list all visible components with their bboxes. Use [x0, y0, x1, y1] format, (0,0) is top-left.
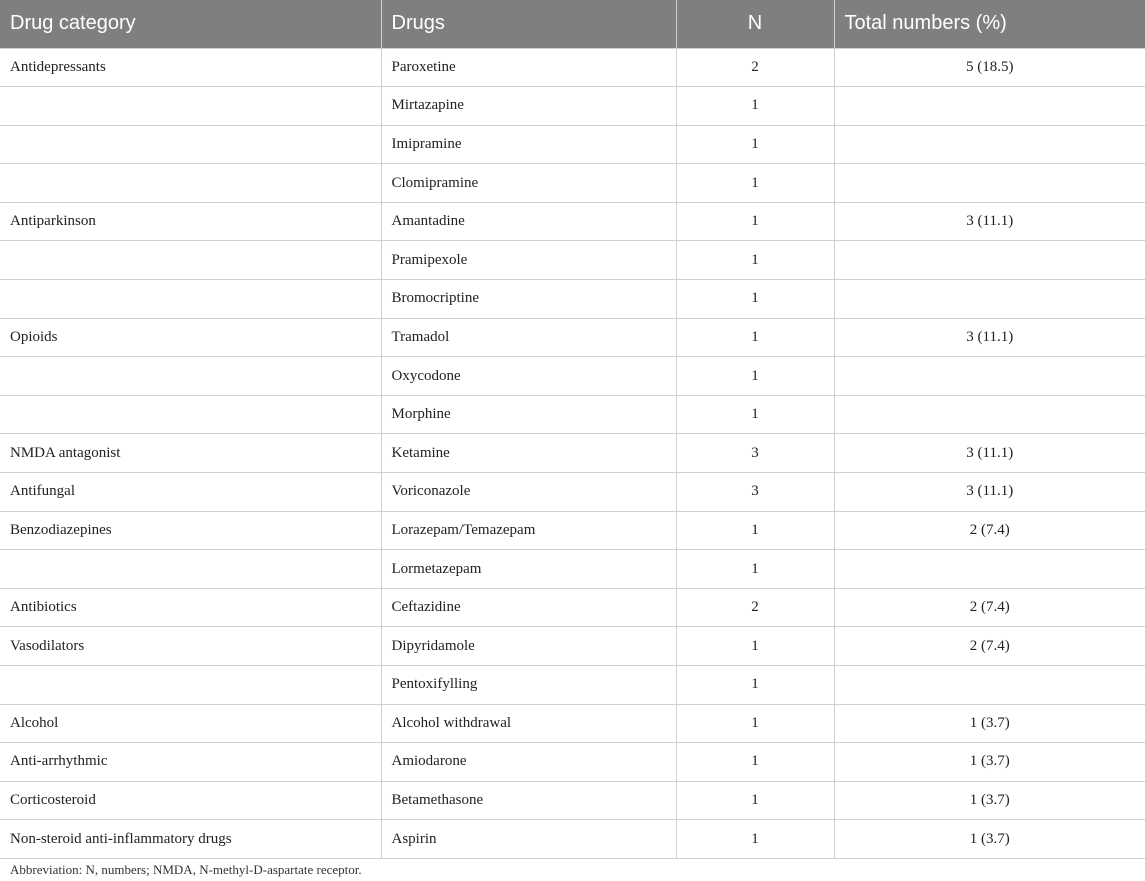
cell-drug: Oxycodone — [381, 357, 676, 396]
cell-total-numbers: 1 (3.7) — [834, 781, 1145, 820]
table-row — [0, 511, 1145, 550]
table-row — [0, 357, 1145, 396]
cell-n: 1 — [676, 280, 834, 319]
cell-total-numbers — [834, 164, 1145, 203]
cell-total-numbers — [834, 550, 1145, 589]
cell-total-numbers: 3 (11.1) — [834, 434, 1145, 473]
cell-drug-category — [0, 357, 381, 396]
table-row — [0, 434, 1145, 473]
cell-drug: Dipyridamole — [381, 627, 676, 666]
cell-drug: Paroxetine — [381, 48, 676, 87]
cell-drug-category — [0, 241, 381, 280]
cell-total-numbers — [834, 125, 1145, 164]
cell-n: 1 — [676, 164, 834, 203]
cell-total-numbers: 5 (18.5) — [834, 48, 1145, 87]
cell-drug: Mirtazapine — [381, 87, 676, 126]
cell-n: 1 — [676, 357, 834, 396]
table-row — [0, 202, 1145, 241]
header-total-numbers: Total numbers (%) — [844, 12, 1007, 35]
table-row — [0, 550, 1145, 589]
cell-total-numbers: 1 (3.7) — [834, 743, 1145, 782]
cell-total-numbers — [834, 241, 1145, 280]
table-row — [0, 241, 1145, 280]
cell-total-numbers — [834, 280, 1145, 319]
cell-total-numbers: 1 (3.7) — [834, 704, 1145, 743]
table-row — [0, 743, 1145, 782]
cell-n: 1 — [676, 781, 834, 820]
cell-total-numbers: 2 (7.4) — [834, 511, 1145, 550]
table-row — [0, 395, 1145, 434]
cell-total-numbers — [834, 87, 1145, 126]
cell-n: 1 — [676, 550, 834, 589]
cell-total-numbers: 1 (3.7) — [834, 820, 1145, 859]
cell-n: 1 — [676, 202, 834, 241]
cell-total-numbers — [834, 666, 1145, 705]
cell-n: 2 — [676, 48, 834, 87]
cell-n: 1 — [676, 820, 834, 859]
cell-n: 3 — [676, 473, 834, 512]
table-row — [0, 125, 1145, 164]
cell-drug-category: Corticosteroid — [0, 781, 381, 820]
cell-n: 1 — [676, 627, 834, 666]
cell-drug: Lorazepam/Temazepam — [381, 511, 676, 550]
cell-drug: Aspirin — [381, 820, 676, 859]
cell-total-numbers — [834, 357, 1145, 396]
cell-drug-category: Benzodiazepines — [0, 511, 381, 550]
cell-drug-category: Opioids — [0, 318, 381, 357]
cell-n: 1 — [676, 743, 834, 782]
cell-drug: Clomipramine — [381, 164, 676, 203]
cell-drug-category: Anti-arrhythmic — [0, 743, 381, 782]
cell-n: 1 — [676, 241, 834, 280]
cell-drug-category — [0, 125, 381, 164]
table-row — [0, 48, 1145, 87]
cell-n: 2 — [676, 588, 834, 627]
cell-drug: Pentoxifylling — [381, 666, 676, 705]
cell-drug: Tramadol — [381, 318, 676, 357]
cell-n: 1 — [676, 87, 834, 126]
cell-n: 3 — [676, 434, 834, 473]
cell-drug-category: Antiparkinson — [0, 202, 381, 241]
cell-drug: Morphine — [381, 395, 676, 434]
table-row — [0, 87, 1145, 126]
table-row — [0, 627, 1145, 666]
table-row — [0, 781, 1145, 820]
table-row — [0, 318, 1145, 357]
cell-drug: Alcohol withdrawal — [381, 704, 676, 743]
table-body — [0, 48, 1145, 858]
cell-total-numbers — [834, 395, 1145, 434]
cell-drug-category: Antibiotics — [0, 588, 381, 627]
table-row — [0, 588, 1145, 627]
cell-drug: Ketamine — [381, 434, 676, 473]
cell-drug: Imipramine — [381, 125, 676, 164]
cell-drug-category: Alcohol — [0, 704, 381, 743]
table-row — [0, 473, 1145, 512]
cell-total-numbers: 3 (11.1) — [834, 473, 1145, 512]
cell-drug-category: Non-steroid anti-inflammatory drugs — [0, 820, 381, 859]
table-row — [0, 820, 1145, 859]
cell-drug-category: Antifungal — [0, 473, 381, 512]
cell-drug: Betamethasone — [381, 781, 676, 820]
table-row — [0, 164, 1145, 203]
cell-drug: Amiodarone — [381, 743, 676, 782]
cell-drug: Bromocriptine — [381, 280, 676, 319]
table-row — [0, 704, 1145, 743]
header-drug-category: Drug category — [0, 0, 381, 48]
cell-total-numbers: 2 (7.4) — [834, 627, 1145, 666]
cell-drug: Ceftazidine — [381, 588, 676, 627]
cell-drug: Pramipexole — [381, 241, 676, 280]
table-row — [0, 280, 1145, 319]
cell-drug-category: Vasodilators — [0, 627, 381, 666]
cell-drug-category: Antidepressants — [0, 48, 381, 87]
cell-n: 1 — [676, 318, 834, 357]
header-row — [0, 0, 1145, 48]
cell-n: 1 — [676, 666, 834, 705]
cell-n: 1 — [676, 395, 834, 434]
cell-n: 1 — [676, 704, 834, 743]
cell-total-numbers: 3 (11.1) — [834, 318, 1145, 357]
cell-n: 1 — [676, 125, 834, 164]
cell-total-numbers: 2 (7.4) — [834, 588, 1145, 627]
table-footnote: Abbreviation: N, numbers; NMDA, N-methyl-D-aspartate receptor. — [10, 862, 362, 877]
cell-drug: Amantadine — [381, 202, 676, 241]
header-n: N — [676, 0, 834, 48]
header-drugs: Drugs — [381, 0, 676, 48]
cell-n: 1 — [676, 511, 834, 550]
cell-drug-category: NMDA antagonist — [0, 434, 381, 473]
cell-drug-category — [0, 395, 381, 434]
cell-drug-category — [0, 164, 381, 203]
cell-drug-category — [0, 280, 381, 319]
cell-drug-category — [0, 87, 381, 126]
cell-drug-category — [0, 666, 381, 705]
cell-drug: Voriconazole — [381, 473, 676, 512]
cell-total-numbers: 3 (11.1) — [834, 202, 1145, 241]
cell-drug: Lormetazepam — [381, 550, 676, 589]
cell-drug-category — [0, 550, 381, 589]
table-row — [0, 666, 1145, 705]
table-header — [0, 0, 1145, 48]
